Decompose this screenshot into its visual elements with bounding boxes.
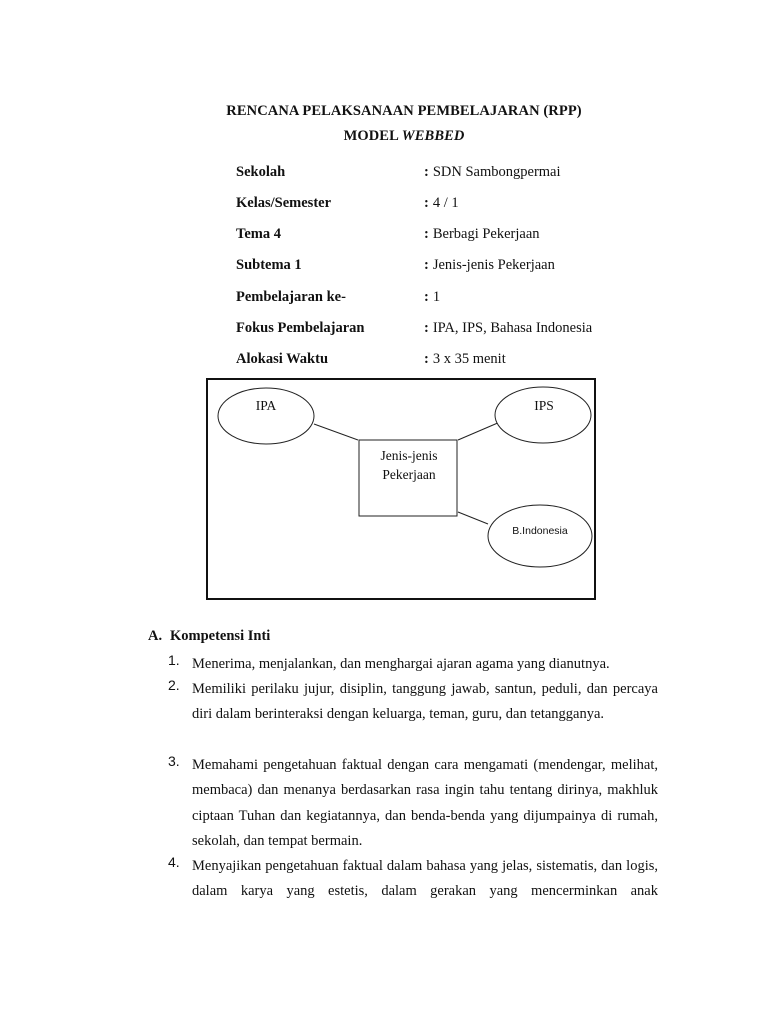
- node-bi-label: B.Indonesia: [512, 525, 568, 537]
- list-number: 3.: [168, 753, 180, 769]
- info-label: Alokasi Waktu: [236, 351, 329, 367]
- info-label: Tema 4: [236, 226, 281, 242]
- node-ipa-shape: [218, 388, 314, 444]
- list-text: Menyajikan pengetahuan faktual dalam bahasa yang jelas, sistematis, dan logis, dalam karya yang estetis, dalam gerakan yang mencerminkan anak: [192, 858, 658, 900]
- info-value: : 1: [424, 289, 441, 305]
- subtitle-prefix: MODEL: [343, 128, 402, 144]
- info-value: : Berbagi Pekerjaan: [424, 226, 540, 242]
- section-letter: A.: [148, 628, 163, 644]
- info-value: : 4 / 1: [424, 195, 459, 211]
- info-label: Fokus Pembelajaran: [236, 320, 365, 336]
- info-label: Subtema 1: [236, 257, 302, 273]
- node-ips-label: IPS: [534, 398, 554, 413]
- node-ips-shape: [495, 387, 591, 443]
- list-number: 4.: [168, 854, 180, 870]
- info-label: Kelas/Semester: [236, 195, 332, 211]
- info-value: : Jenis-jenis Pekerjaan: [424, 257, 555, 273]
- info-value: : SDN Sambongpermai: [424, 164, 561, 180]
- list-number: 2.: [168, 677, 180, 693]
- info-label: Pembelajaran ke-: [236, 289, 346, 305]
- section-title: Kompetensi Inti: [170, 628, 271, 644]
- document-title: RENCANA PELAKSANAAN PEMBELAJARAN (RPP): [226, 103, 582, 119]
- list-text: Memiliki perilaku jujur, disiplin, tanggung jawab, santun, peduli, dan percaya diri dalam berinteraksi dengan keluarga, teman, guru, dan tetangganya.: [192, 681, 658, 723]
- list-text: Menerima, menjalankan, dan menghargai ajaran agama yang dianutnya.: [192, 656, 610, 672]
- document-subtitle: [0, 128, 768, 145]
- connector-ips: [458, 422, 500, 440]
- center-line-2: Pekerjaan: [382, 467, 436, 482]
- section-heading: [148, 628, 270, 645]
- connector-bi: [458, 512, 488, 524]
- list-text: Memahami pengetahuan faktual dengan cara mengamati (mendengar, melihat, membaca) dan menanya berdasarkan rasa ingin tahu tentang dirinya, makhluk ciptaan Tuhan dan kegiatannya, dan benda-benda yang dijumpainya di rumah, sekolah, dan tempat bermain.: [192, 757, 658, 849]
- center-line-1: Jenis-jenis: [380, 448, 438, 463]
- connector-ipa: [314, 424, 358, 440]
- info-value: : IPA, IPS, Bahasa Indonesia: [424, 320, 593, 336]
- subtitle-emphasis: WEBBED: [401, 128, 465, 144]
- list-number: 1.: [168, 652, 180, 668]
- info-value: : 3 x 35 menit: [424, 351, 506, 367]
- node-ipa-label: IPA: [255, 398, 277, 413]
- center-node-label: [360, 446, 458, 484]
- info-label: Sekolah: [236, 164, 286, 180]
